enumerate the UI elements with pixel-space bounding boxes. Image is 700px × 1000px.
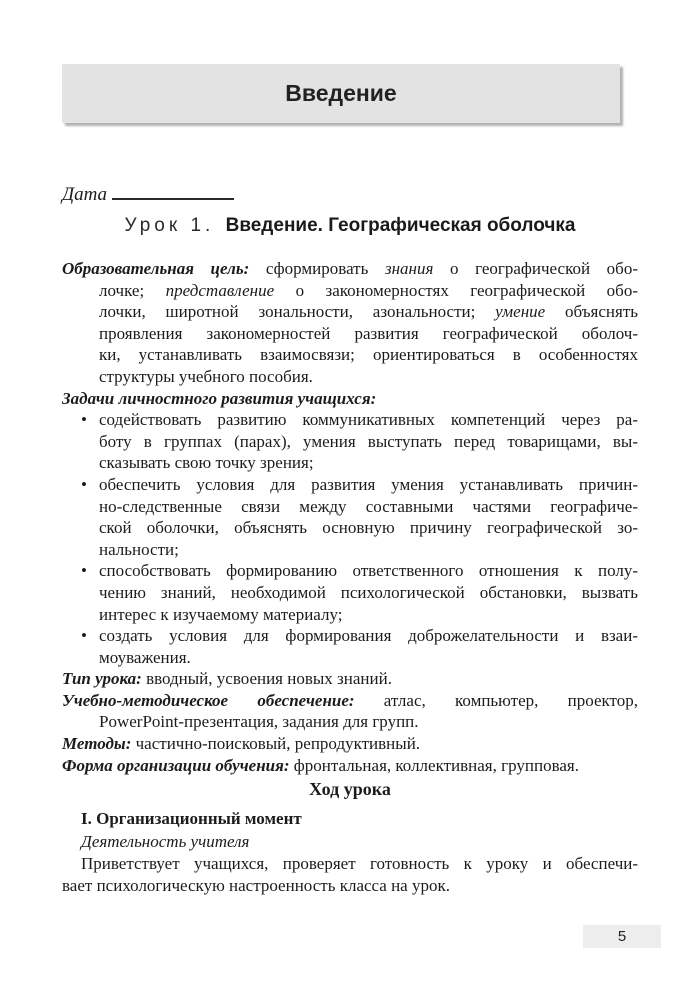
lesson-title: Введение. Географическая оболочка — [225, 215, 576, 236]
text-block-12 — [62, 808, 638, 830]
bullet-icon: • — [81, 410, 87, 430]
text-line: Учебно-методическое обеспечение: атлас, компьютер, проектор, — [62, 690, 638, 710]
text-line: Ход урока — [309, 779, 391, 800]
text-block-5 — [62, 560, 638, 625]
date-row — [62, 182, 234, 206]
bullet-icon: • — [81, 626, 87, 646]
chapter-title: Введение — [285, 80, 397, 106]
text-line: Форма организации обучения: фронтальная, коллективная, групповая. — [62, 755, 579, 775]
text-block-6 — [62, 625, 638, 668]
text-line: ки, устанавливать взаимосвязи; ориентироваться в особенностях — [99, 345, 638, 365]
text-line: но-следственные связи между составными частями географиче- — [99, 496, 638, 516]
bullet-icon: • — [81, 474, 87, 494]
text-block-11 — [62, 779, 638, 801]
text-line: сказывать свою точку зрения; — [99, 453, 314, 473]
date-label: Дата — [62, 184, 108, 205]
text-line: боту в группах (парах), умения выступать перед товарищами, вы- — [99, 431, 638, 451]
lesson-number: Урок 1. — [124, 215, 215, 236]
date-blank-line — [112, 182, 234, 200]
page-number: 5 — [617, 928, 627, 945]
text-line: моуважения. — [99, 647, 191, 667]
text-block-7 — [62, 668, 638, 690]
text-line: проявления закономерностей развития географической оболоч- — [99, 323, 638, 343]
chapter-header-box — [62, 64, 620, 123]
text-line: I. Организационный момент — [81, 808, 302, 828]
text-line: обеспечить условия для развития умения устанавливать причин- — [99, 474, 638, 494]
text-line: структуры учебного пособия. — [99, 366, 313, 386]
text-line: Приветствует учащихся, проверяет готовность к уроку и обеспечи- — [81, 854, 638, 874]
text-line: Методы: частично-поисковый, репродуктивный. — [62, 734, 421, 754]
text-block-3 — [62, 409, 638, 474]
text-line: чению знаний, необходимой психологической обстановки, вызвать — [99, 582, 638, 602]
text-block-1 — [62, 258, 638, 388]
text-block-9 — [62, 733, 638, 755]
bullet-icon: • — [81, 561, 87, 581]
text-line: Тип урока: вводный, усвоения новых знаний. — [62, 669, 392, 689]
text-line: Деятельность учителя — [81, 832, 250, 852]
text-block-14 — [62, 853, 638, 896]
lesson-body — [62, 258, 638, 896]
page-number-badge — [583, 925, 661, 948]
text-block-8 — [62, 690, 638, 733]
text-line: Задачи личностного развития учащихся: — [62, 388, 377, 408]
text-block-13 — [62, 831, 638, 853]
text-line: вает психологическую настроенность класса на урок. — [62, 875, 450, 895]
text-line: создать условия для формирования доброжелательности и взаи- — [99, 626, 638, 646]
text-line: способствовать формированию ответственного отношения к полу- — [99, 561, 638, 581]
text-line: лочке; представление о закономерностях географической обо- — [99, 280, 638, 300]
text-block-10 — [62, 755, 638, 777]
text-line: интерес к изучаемому материалу; — [99, 604, 343, 624]
text-line: содействовать развитию коммуникативных компетенций через ра- — [99, 410, 638, 430]
text-block-2 — [62, 388, 638, 410]
text-block-4 — [62, 474, 638, 560]
lesson-heading — [62, 215, 638, 237]
text-line: Образовательная цель: сформировать знания о географической обо- — [62, 259, 638, 278]
text-line: нальности; — [99, 539, 179, 559]
text-line: ской оболочки, объяснять основную причину географической зо- — [99, 518, 638, 538]
text-line: лочки, широтной зональности, азональности; умение объяснять — [99, 302, 638, 322]
text-line: PowerPoint-презентация, задания для групп. — [99, 712, 419, 732]
